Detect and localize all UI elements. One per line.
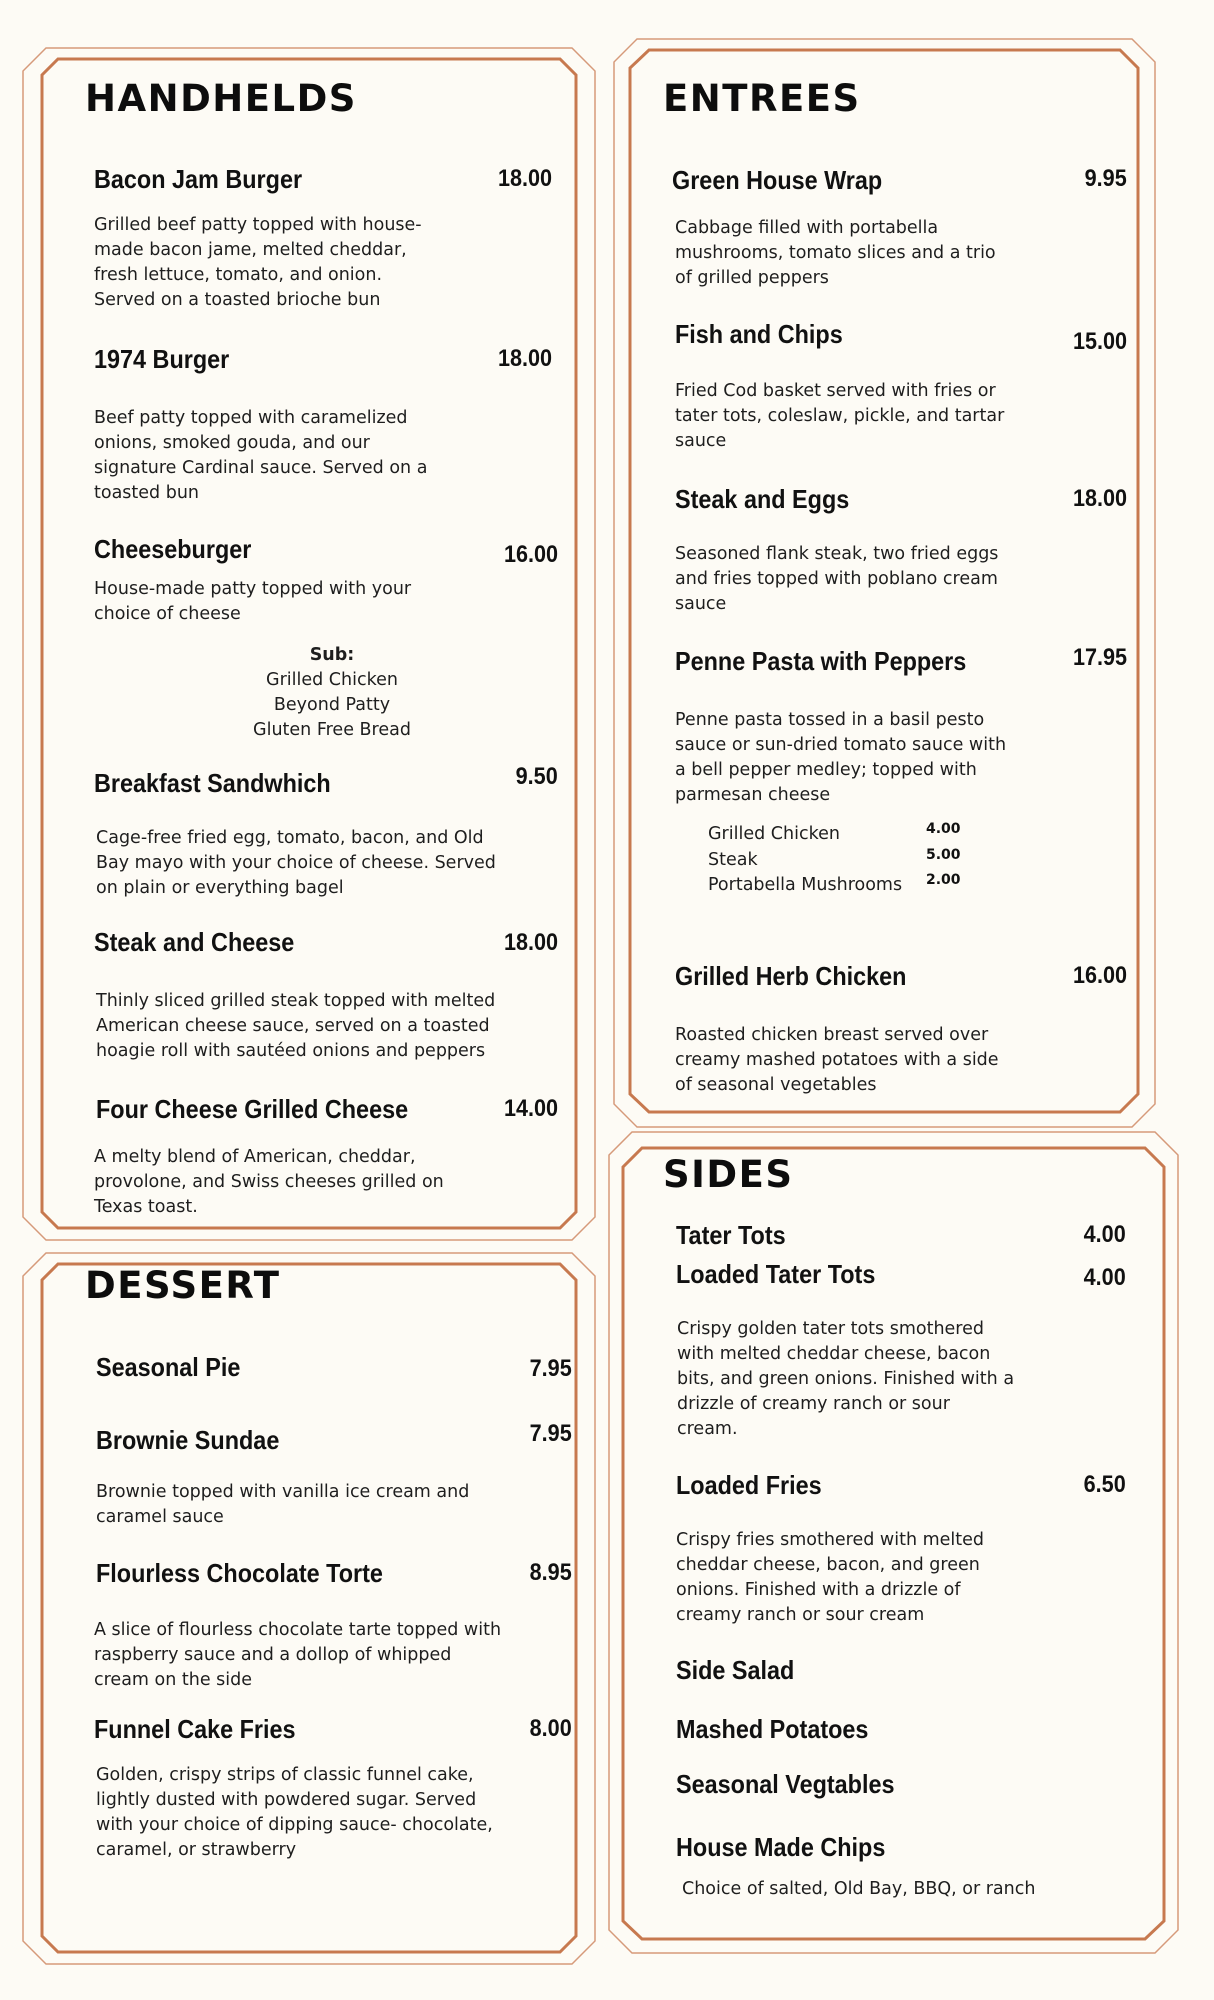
menu-item-price: 8.00 xyxy=(529,1715,572,1742)
menu-item-name: Loaded Fries xyxy=(676,1470,822,1500)
menu-item-price: 18.00 xyxy=(497,345,552,372)
menu-item-name: Fish and Chips xyxy=(675,319,843,349)
menu-item-price: 7.95 xyxy=(529,1420,572,1447)
menu-item-price: 17.95 xyxy=(1072,644,1127,671)
addon-prices xyxy=(926,817,961,894)
menu-item-price: 9.95 xyxy=(1084,165,1127,192)
menu-item-description: Choice of salted, Old Bay, BBQ, or ranch xyxy=(682,1879,1036,1899)
menu-item-description: Crispy golden tater tots smothered with melted cheddar cheese, bacon bits, and green onions. Finished with a drizzle of creamy ranch or sour cream. xyxy=(677,1319,1015,1439)
addon-list xyxy=(708,822,902,899)
sides-panel xyxy=(608,1131,1179,1954)
menu-item-price: 9.50 xyxy=(515,763,558,790)
menu-item-name: Cheeseburger xyxy=(94,534,252,564)
menu-item-name: Mashed Potatoes xyxy=(676,1714,869,1744)
menu-item-name: Seasonal Vegtables xyxy=(676,1769,895,1799)
menu-item-price: 6.50 xyxy=(1083,1471,1126,1498)
menu-item-description: Fried Cod basket served with fries or tater tots, coleslaw, pickle, and tartar sauce xyxy=(675,381,1005,451)
menu-item-name: House Made Chips xyxy=(676,1832,886,1862)
menu-item-name: Funnel Cake Fries xyxy=(94,1714,296,1744)
menu-item-description: Cage-free fried egg, tomato, bacon, and Old Bay mayo with your choice of cheese. Served on plain or everything bagel xyxy=(96,828,496,898)
menu-item-description: Golden, crispy strips of classic funnel cake, lightly dusted with powdered sugar. Served with your choice of dipping sauce- chocolate, caramel, or strawberry xyxy=(96,1765,493,1860)
menu-item-description: Beef patty topped with caramelized onions, smoked gouda, and our signature Cardinal sauce. Served on a toasted bun xyxy=(94,408,428,503)
menu-item-description: Cabbage filled with portabella mushrooms, tomato slices and a trio of grilled peppers xyxy=(675,218,996,288)
menu-item-name: Breakfast Sandwhich xyxy=(94,768,331,798)
addon-price: 5.00 xyxy=(926,846,961,863)
menu-item-name: Steak and Cheese xyxy=(94,927,295,957)
section-title: DESSERT xyxy=(85,1264,281,1307)
menu-item-price: 18.00 xyxy=(503,929,558,956)
menu-item-name: Penne Pasta with Peppers xyxy=(675,646,967,676)
menu-item-price: 16.00 xyxy=(1072,962,1127,989)
menu-item-price: 15.00 xyxy=(1072,328,1127,355)
menu-item-description: Grilled beef patty topped with house- made bacon jame, melted cheddar, fresh lettuce, tomato, and onion. Served on a toasted brioche bun xyxy=(94,215,422,310)
menu-item-price: 7.95 xyxy=(529,1355,572,1382)
addon-name: Grilled Chicken xyxy=(708,824,840,844)
addon-price: 4.00 xyxy=(926,821,961,837)
menu-item-price: 4.00 xyxy=(1083,1221,1126,1248)
menu-item-description: Brownie topped with vanilla ice cream and caramel sauce xyxy=(96,1482,470,1527)
menu-item-name: Bacon Jam Burger xyxy=(94,164,303,194)
addon-name: Steak xyxy=(708,849,758,870)
addon-price: 2.00 xyxy=(926,872,961,888)
menu-item-name: Seasonal Pie xyxy=(96,1352,241,1382)
menu-item-name: Loaded Tater Tots xyxy=(676,1259,876,1289)
menu-item-price: 18.00 xyxy=(1072,485,1127,512)
menu-item-price: 18.00 xyxy=(497,165,552,192)
menu-item-price: 16.00 xyxy=(503,541,558,568)
menu-item-name: Four Cheese Grilled Cheese xyxy=(96,1094,409,1124)
menu-item-description: Thinly sliced grilled steak topped with melted American cheese sauce, served on a toasted hoagie roll with sautéed onions and peppers xyxy=(96,991,496,1061)
menu-item-name: Green House Wrap xyxy=(672,165,883,195)
menu-item-price: 8.95 xyxy=(529,1559,572,1586)
section-title: ENTREES xyxy=(663,77,861,120)
menu-item-price: 4.00 xyxy=(1083,1264,1126,1291)
dessert-panel xyxy=(22,1252,596,1965)
menu-item-description: A melty blend of American, cheddar, provolone, and Swiss cheeses grilled on Texas toast. xyxy=(94,1147,444,1217)
menu-item-description: House-made patty topped with your choice of cheese xyxy=(94,579,412,624)
substitution-options: Sub: Grilled Chicken Beyond Patty Gluten Free Bread xyxy=(253,645,411,740)
menu-item-name: Brownie Sundae xyxy=(96,1425,280,1455)
menu-item-price: 14.00 xyxy=(503,1095,558,1122)
menu-item-description: Seasoned flank steak, two fried eggs and fries topped with poblano cream sauce xyxy=(675,544,999,614)
menu-item-description: Crispy fries smothered with melted cheddar cheese, bacon, and green onions. Finished with a drizzle of creamy ranch or sour cream xyxy=(676,1530,985,1625)
menu-item-name: Grilled Herb Chicken xyxy=(675,961,907,991)
entrees-panel xyxy=(613,38,1156,1128)
menu-item-description: A slice of flourless chocolate tarte topped with raspberry sauce and a dollop of whipped cream on the side xyxy=(94,1620,502,1690)
handhelds-panel xyxy=(22,47,596,1241)
menu-item-name: Steak and Eggs xyxy=(675,484,850,514)
menu-item-name: Flourless Chocolate Torte xyxy=(96,1558,383,1588)
menu-item-description: Roasted chicken breast served over creamy mashed potatoes with a side of seasonal vegetables xyxy=(675,1025,999,1095)
section-title: SIDES xyxy=(663,1153,794,1196)
section-title: HANDHELDS xyxy=(85,77,357,120)
addon-name: Portabella Mushrooms xyxy=(708,875,903,895)
menu-item-name: Tater Tots xyxy=(676,1220,786,1250)
menu-item-description: Penne pasta tossed in a basil pesto sauce or sun-dried tomato sauce with a bell pepper medley; topped with parmesan cheese xyxy=(675,710,1007,805)
menu-item-name: Side Salad xyxy=(676,1655,795,1685)
menu-item-name: 1974 Burger xyxy=(94,344,230,374)
